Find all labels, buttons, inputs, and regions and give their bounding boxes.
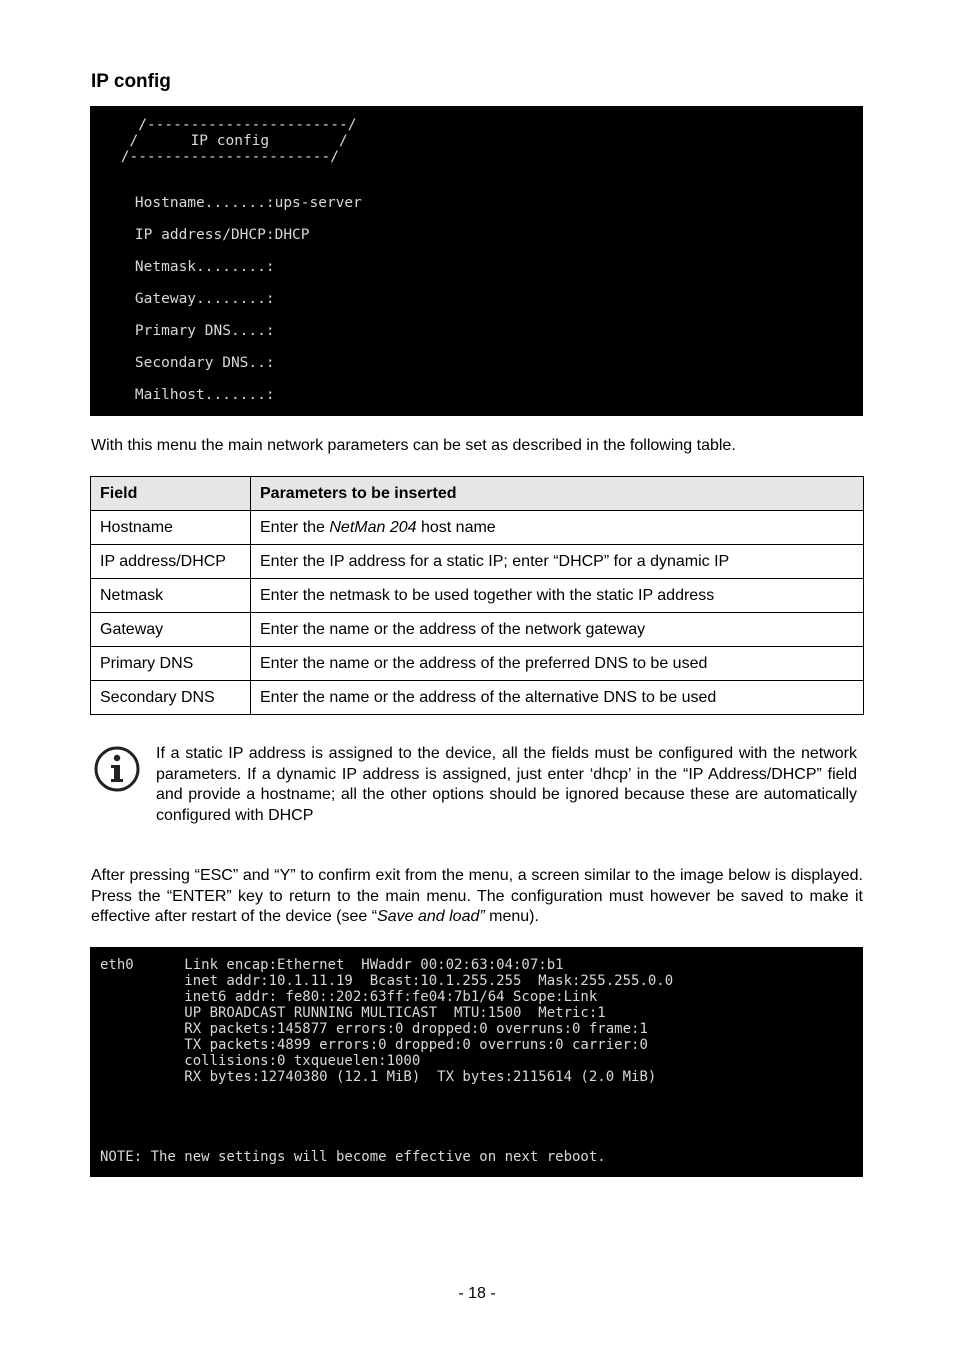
ifconfig-line: UP BROADCAST RUNNING MULTICAST MTU:1500 Metric:1: [100, 1005, 606, 1021]
page-number: - 18 -: [458, 1285, 496, 1302]
reboot-note: NOTE: The new settings will become effective on next reboot.: [100, 1149, 606, 1165]
section-title: IP config: [91, 71, 171, 92]
row-description: Enter the IP address for a static IP; enter “DHCP” for a dynamic IP: [251, 545, 864, 579]
row-description: Enter the name or the address of the alternative DNS to be used: [251, 681, 864, 715]
table-row: [91, 545, 864, 579]
table-row: [91, 511, 864, 545]
menu-line-secondary-dns: Secondary DNS..:: [100, 355, 275, 371]
menu-title: / IP config /: [112, 133, 348, 149]
ifconfig-line: inet6 addr: fe80::202:63ff:fe04:7b1/64 Scope:Link: [100, 989, 598, 1005]
exit-instructions-text: After pressing “ESC” and “Y” to confirm exit from the menu, a screen similar to the image below is displayed. Press the “ENTER” key to return to the main menu. The configuration must however be saved to make it effective after restart of the device (see “Save and load” menu).: [91, 867, 863, 925]
info-note-text: If a static IP address is assigned to the device, all the fields must be configured with the network parameters. If a dynamic IP address is assigned, just enter ‘dhcp’ in the “IP Address/DHCP” field and provide a hostname; all the other options should be ignored because these are automatically configured with DHCP: [156, 745, 857, 824]
table-header-row: [91, 477, 864, 511]
menu-line-primary-dns: Primary DNS....:: [100, 323, 275, 339]
ifconfig-line: TX packets:4899 errors:0 dropped:0 overruns:0 carrier:0: [100, 1037, 648, 1053]
menu-frame-top: /-----------------------/: [112, 117, 357, 133]
row-field: Netmask: [91, 579, 251, 613]
menu-frame-bottom: /-----------------------/: [112, 149, 339, 165]
row-description: Enter the NetMan 204 host name: [251, 511, 864, 545]
menu-line-gateway: Gateway........:: [100, 291, 275, 307]
header-field: Field: [91, 477, 251, 511]
row-field: IP address/DHCP: [91, 545, 251, 579]
row-description: Enter the name or the address of the network gateway: [251, 613, 864, 647]
ifconfig-output-screen: [90, 947, 863, 1177]
ifconfig-line: eth0 Link encap:Ethernet HWaddr 00:02:63:04:07:b1: [100, 957, 564, 973]
menu-line-mailhost: Mailhost.......:: [100, 387, 275, 403]
table-row: [91, 579, 864, 613]
menu-line-netmask: Netmask........:: [100, 259, 275, 275]
table-row: [91, 681, 864, 715]
menu-line-ip-dhcp: IP address/DHCP:DHCP: [100, 227, 310, 243]
menu-line-hostname: Hostname.......:ups-server: [100, 195, 362, 211]
header-parameters: Parameters to be inserted: [251, 477, 864, 511]
row-field: Primary DNS: [91, 647, 251, 681]
row-field: Gateway: [91, 613, 251, 647]
table-row: [91, 647, 864, 681]
row-description: Enter the name or the address of the preferred DNS to be used: [251, 647, 864, 681]
info-icon: [94, 746, 140, 792]
row-description: Enter the netmask to be used together with the static IP address: [251, 579, 864, 613]
ifconfig-line: collisions:0 txqueuelen:1000: [100, 1053, 421, 1069]
ifconfig-line: RX packets:145877 errors:0 dropped:0 overruns:0 frame:1: [100, 1021, 648, 1037]
row-field: Secondary DNS: [91, 681, 251, 715]
table-row: [91, 613, 864, 647]
parameters-table: [90, 476, 864, 715]
row-field: Hostname: [91, 511, 251, 545]
ip-config-menu-screen: [90, 106, 863, 416]
ifconfig-line: inet addr:10.1.11.19 Bcast:10.1.255.255 Mask:255.255.0.0: [100, 973, 674, 989]
ifconfig-line: RX bytes:12740380 (12.1 MiB) TX bytes:2115614 (2.0 MiB): [100, 1069, 657, 1085]
intro-text: With this menu the main network parameters can be set as described in the following table.: [91, 437, 736, 454]
